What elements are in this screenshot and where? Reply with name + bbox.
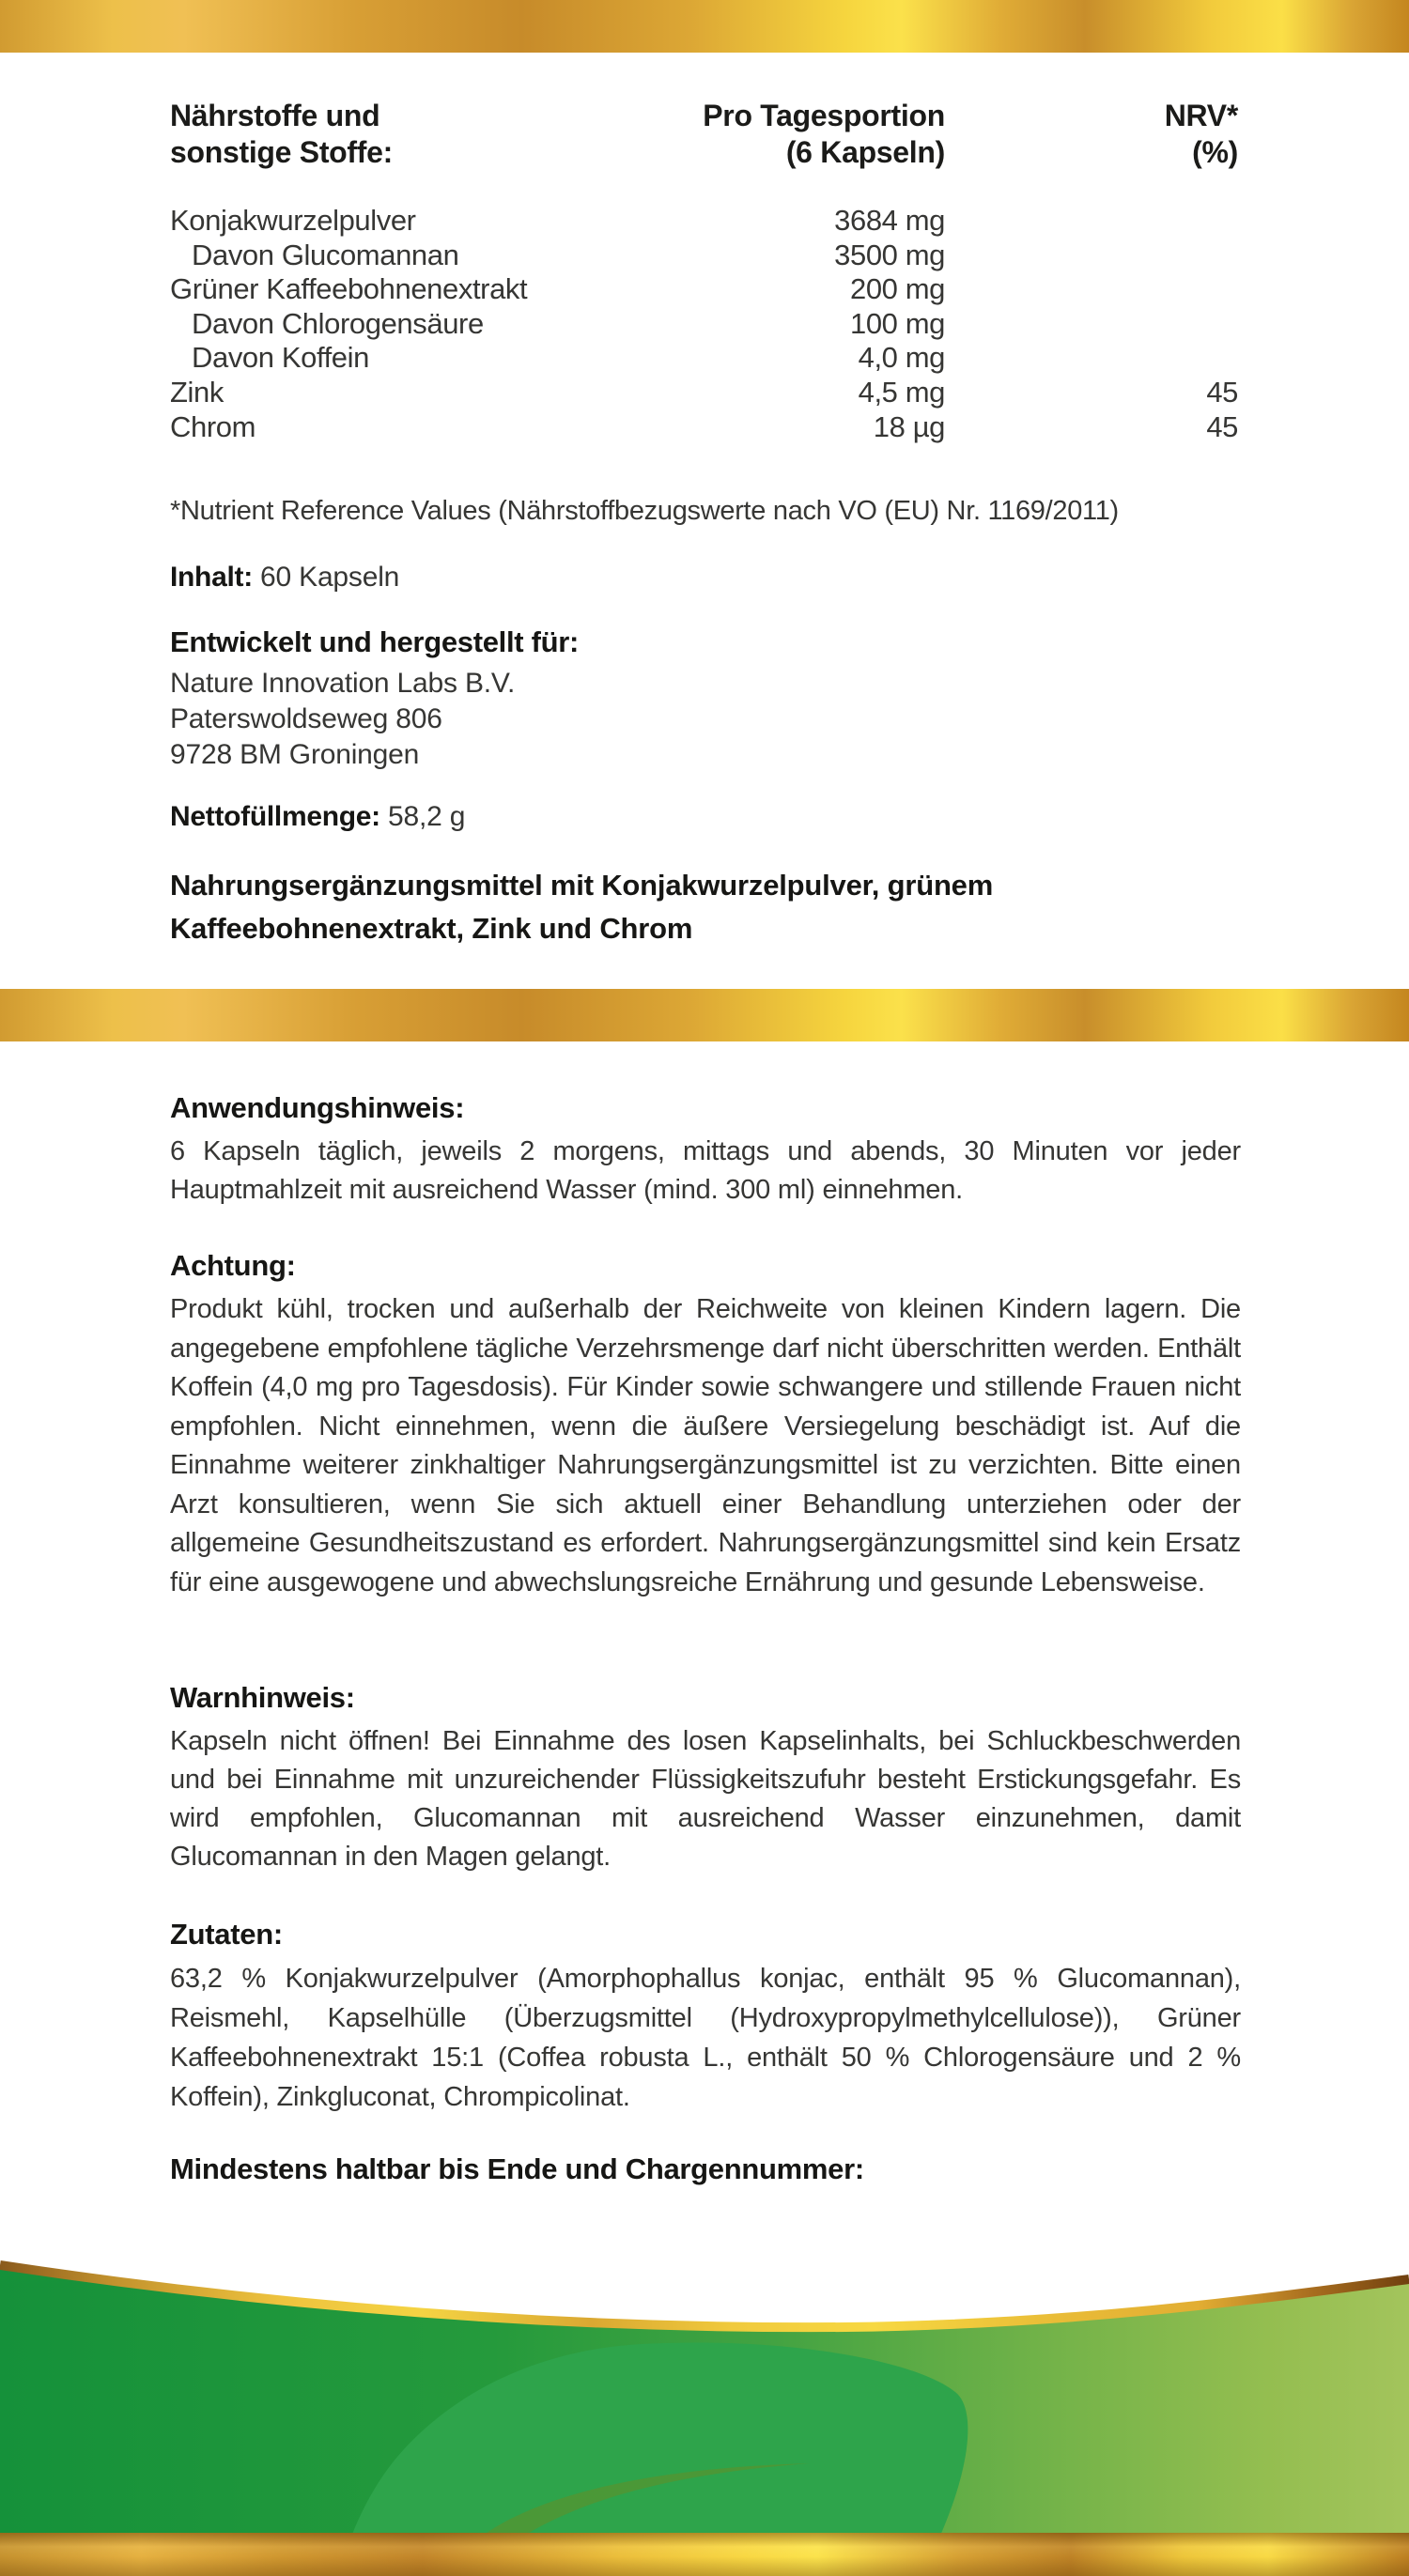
header-nrv-column — [945, 98, 1238, 171]
nrv-value — [945, 272, 1238, 307]
nutrient-name: Grüner Kaffeebohnenextrakt — [170, 272, 528, 306]
section-body: 63,2 % Konjakwurzelpulver (Amorphophallus konjac, enthält 95 % Glucomannan), Reismehl, Kapselhülle (Überzugsmittel (Hydroxypropylmethylcellulose)), Grüner Kaffeebohnenextrakt 15:1 (Coffea robusta L., enthält 50 % Chlorogensäure und 2 % Koffein), Zinkgluconat, Chrompicolinat. — [170, 1964, 1241, 2112]
amount-value: 4,5 mg — [858, 375, 945, 409]
nutrient-name: Davon Glucomannan — [192, 238, 459, 271]
content-label: Inhalt: — [170, 562, 253, 593]
content-value: 60 Kapseln — [260, 562, 400, 593]
section-warnhinweis — [170, 1679, 1241, 1876]
section-heading: Zutaten: — [170, 1918, 283, 1951]
section-body: Produkt kühl, trocken und außerhalb der Reichweite von kleinen Kindern lagern. Die angegebene empfohlene tägliche Verzehrsmenge darf nicht überschritten werden. Enthält Koffein (4,0 mg pro Tagesdosis). Für Kinder sowie schwangere und stillende Frauen nicht empfohlen. Nicht einnehmen, wenn die äußere Versiegelung beschädigt ist. Auf die Einnahme weiterer zinkhaltiger Nahrungsergänzungsmittel ist zu verzichten. Bitte einen Arzt konsultieren, wenn Sie sich aktuell einer Behandlung unterziehen oder der allgemeine Gesundheitszustand es erfordert. Nahrungsergänzungsmittel sind kein Ersatz für eine ausgewogene und abwechslungsreiche Ernährung und gesunde Lebensweise. — [170, 1294, 1241, 1597]
header-nrv-line1: NRV* — [1164, 99, 1238, 132]
header-amount-column — [621, 98, 945, 171]
nrv-value — [945, 341, 1238, 376]
manufacturer-name: Nature Innovation Labs B.V. — [170, 668, 516, 699]
net-weight-label: Nettofüllmenge: — [170, 801, 380, 832]
nrv-footnote: *Nutrient Reference Values (Nährstoffbezugswerte nach VO (EU) Nr. 1169/2011) — [170, 496, 1119, 526]
section-zutaten — [170, 1916, 1241, 2117]
section-heading: Warnhinweis: — [170, 1681, 355, 1714]
footer-graphic — [0, 2235, 1409, 2576]
header-nutrients-column — [170, 98, 621, 171]
nrv-value — [945, 204, 1238, 239]
table-row — [170, 239, 1238, 273]
table-row — [170, 204, 1238, 239]
bottom-gold-bar — [0, 2533, 1409, 2576]
table-row — [170, 307, 1238, 342]
nutrient-name: Davon Koffein — [192, 341, 369, 375]
manufacturer-heading: Entwickelt und hergestellt für: — [170, 625, 580, 658]
table-row — [170, 376, 1238, 410]
amount-value: 4,0 mg — [858, 341, 945, 375]
manufacturer-street: Paterswoldseweg 806 — [170, 703, 442, 734]
nutrient-name: Zink — [170, 375, 224, 409]
amount-value: 3684 mg — [834, 204, 945, 237]
nutrition-table — [170, 204, 1238, 444]
table-row — [170, 410, 1238, 445]
nrv-value — [945, 307, 1238, 342]
nutrient-name: Konjakwurzelpulver — [170, 204, 416, 237]
nrv-value: 45 — [1206, 375, 1238, 409]
header-amount-line2: (6 Kapseln) — [785, 135, 945, 169]
header-amount-line1: Pro Tagesportion — [703, 99, 945, 132]
amount-value: 200 mg — [850, 272, 945, 306]
section-heading: Anwendungshinweis: — [170, 1091, 465, 1124]
nrv-value: 45 — [1206, 409, 1238, 443]
content-line — [170, 562, 399, 594]
section-body: Kapseln nicht öffnen! Bei Einnahme des losen Kapselinhalts, bei Schluckbeschwerden und bei Einnahme mit unzureichender Flüssigkeitszufuhr besteht Erstickungsgefahr. Es wird empfohlen, Glucomannan mit ausreichend Wasser einzunehmen, damit Glucomannan in den Magen gelangt. — [170, 1726, 1241, 1872]
net-weight-value: 58,2 g — [387, 801, 466, 832]
manufacturer-city: 9728 BM Groningen — [170, 739, 420, 770]
manufacturer-section — [170, 624, 579, 773]
nutrient-name: Chrom — [170, 409, 256, 443]
nutrient-name: Davon Chlorogensäure — [192, 306, 484, 340]
top-gold-bar — [0, 0, 1409, 53]
amount-value: 100 mg — [850, 306, 945, 340]
header-nutrients-line1: Nährstoffe und — [170, 99, 380, 132]
header-nrv-line2: (%) — [1192, 135, 1238, 169]
amount-value: 18 µg — [873, 409, 945, 443]
table-row — [170, 341, 1238, 376]
supplement-statement: Nahrungsergänzungsmittel mit Konjakwurzelpulver, grünem Kaffeebohnenextrakt, Zink und Chrom — [170, 869, 994, 945]
best-before-heading: Mindestens haltbar bis Ende und Chargennummer: — [170, 2152, 864, 2185]
middle-gold-bar — [0, 989, 1409, 1041]
section-body: 6 Kapseln täglich, jeweils 2 morgens, mittags und abends, 30 Minuten vor jeder Hauptmahlzeit mit ausreichend Wasser (mind. 300 ml) einnehmen. — [170, 1136, 1241, 1205]
table-row — [170, 272, 1238, 307]
nutrition-table-header — [170, 98, 1238, 171]
section-achtung — [170, 1247, 1241, 1602]
header-nutrients-line2: sonstige Stoffe: — [170, 135, 393, 169]
section-anwendungshinweis — [170, 1089, 1241, 1210]
net-weight-line — [170, 801, 465, 833]
nrv-value — [945, 239, 1238, 273]
amount-value: 3500 mg — [834, 238, 945, 271]
section-heading: Achtung: — [170, 1249, 296, 1282]
